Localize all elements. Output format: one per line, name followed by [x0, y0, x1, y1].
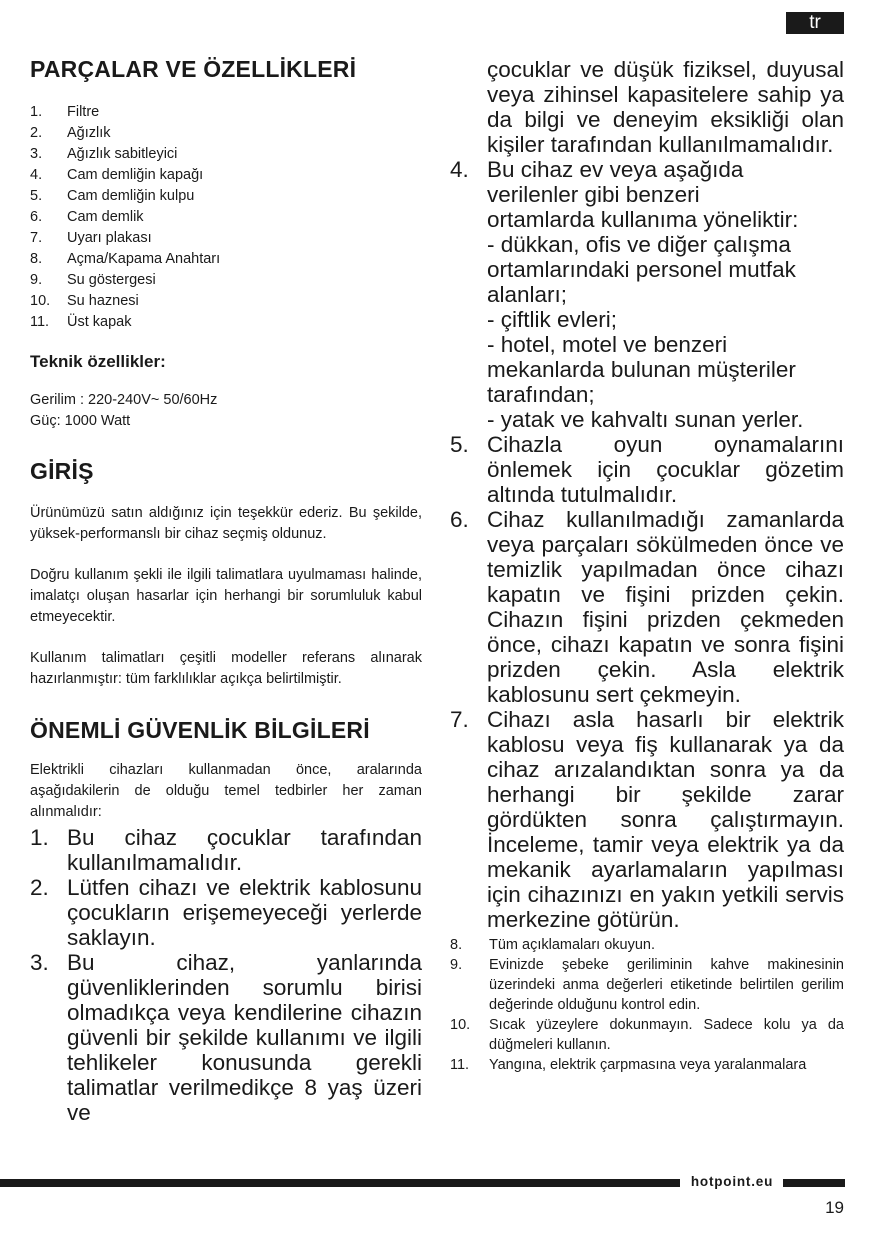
- list-item: [30, 291, 422, 312]
- list-line: tarafından;: [487, 382, 595, 407]
- list-text: Cihaz kullanılmadığı zamanlarda veya parçaları sökülmeden önce ve temizlik yapılmadan önce cihazı kapatın ve fişini prizden çekin. Cihazın fişini prizden çekmeden önce, cihazı kapatın ve sonra fişini prizden çekin. Asla elektrik kablosunu sert çekmeyin.: [487, 507, 844, 707]
- list-number: 3.: [30, 950, 49, 975]
- list-item: [30, 144, 422, 165]
- left-column: [30, 55, 422, 1125]
- list-number: 5.: [450, 432, 469, 457]
- list-number: 5.: [30, 188, 43, 204]
- list-number: 8.: [450, 937, 463, 953]
- page-number: 19: [825, 1198, 844, 1217]
- list-text: Ağızlık sabitleyici: [67, 146, 178, 162]
- list-text: Su göstergesi: [67, 272, 156, 288]
- tech-voltage: Gerilim : 220-240V~ 50/60Hz: [30, 392, 218, 408]
- list-line: mekanlarda bulunan müşteriler: [487, 357, 796, 382]
- intro-paragraph: Doğru kullanım şekli ile ilgili talimatlara uyulmaması halinde, imalatçı oluşan hasarlar için herhangi bir sorumluluk kabul etmeyecektir.: [30, 567, 422, 625]
- list-item: [30, 249, 422, 270]
- list-text: Bu cihaz çocuklar tarafından kullanılmamalıdır.: [67, 825, 422, 875]
- list-item: [30, 207, 422, 228]
- list-item: [450, 1015, 844, 1055]
- tech-power: Güç: 1000 Watt: [30, 413, 131, 429]
- list-number: 11.: [450, 1057, 470, 1073]
- safety-section-title: ÖNEMLİ GÜVENLİK BİLGİLERİ: [30, 717, 370, 743]
- list-item: [450, 507, 844, 707]
- list-number: 6.: [450, 507, 469, 532]
- list-text: Su haznesi: [67, 293, 139, 309]
- list-text: Tüm açıklamaları okuyun.: [489, 937, 656, 953]
- list-item: [450, 57, 844, 157]
- list-item: [450, 1055, 844, 1075]
- list-line: - çiftlik evleri;: [487, 307, 618, 332]
- list-text: Cihazı asla hasarlı bir elektrik kablosu veya fiş kullanarak ya da cihaz arızalandıktan sonra ya da herhangi bir şekilde zarar gördükten sonra çalıştırmayın. İnceleme, tamir veya elektrik ya da mekanik ayarlamaların yapılması için cihazınızı en yakın yetkili servis merkezine götürün.: [487, 707, 844, 932]
- list-text: Yangına, elektrik çarpmasına veya yaralanmalara: [489, 1057, 807, 1073]
- list-item: [30, 123, 422, 144]
- list-item: [450, 432, 844, 507]
- list-item: [30, 228, 422, 249]
- list-number: 11.: [30, 314, 50, 330]
- list-text: [487, 157, 844, 432]
- list-number: 8.: [30, 251, 43, 267]
- list-line: ortamlarındaki personel mutfak: [487, 257, 796, 282]
- list-text: Cihazla oyun oynamalarını önlemek için çocuklar gözetim altında tutulmalıdır.: [487, 432, 844, 507]
- list-text: Uyarı plakası: [67, 230, 152, 246]
- list-text-continuation: çocuklar ve düşük fiziksel, duyusal veya zihinsel kapasitelere sahip ya da bilgi ve deneyim eksikliği olan kişiler tarafından kullanılmamalıdır.: [487, 57, 844, 157]
- list-number: 3.: [30, 146, 43, 162]
- list-number: 2.: [30, 875, 49, 900]
- list-text: Filtre: [67, 104, 100, 120]
- list-line: verilenler gibi benzeri: [487, 182, 700, 207]
- list-text: Evinizde şebeke geriliminin kahve makinesinin üzerindeki anma değerleri etiketinde belirtilen gerilim değerinde olduğunu kontrol edin.: [489, 957, 844, 1013]
- list-item: [450, 955, 844, 1015]
- intro-section-title: GİRİŞ: [30, 458, 94, 484]
- list-item: [30, 102, 422, 123]
- footer-rule-left: [0, 1179, 680, 1187]
- footer-brand-logo: hotpoint.eu: [690, 1174, 774, 1189]
- list-item: [30, 875, 422, 950]
- safety-intro: Elektrikli cihazları kullanmadan önce, aralarında aşağıdakilerin de olduğu temel tedbirler her zaman alınmalıdır:: [30, 762, 422, 820]
- parts-list: [30, 102, 422, 333]
- list-line: - yatak ve kahvaltı sunan yerler.: [487, 407, 804, 432]
- tech-specs-title: Teknik özellikler:: [30, 352, 166, 371]
- safety-list-small: [450, 935, 844, 1075]
- list-text: Lütfen cihazı ve elektrik kablosunu çocukların erişemeyeceği yerlerde saklayın.: [67, 875, 422, 950]
- list-number: 9.: [450, 957, 463, 973]
- list-item: [30, 270, 422, 291]
- language-tab: tr: [786, 12, 844, 34]
- list-item: [30, 825, 422, 875]
- list-number: 4.: [30, 167, 43, 183]
- list-number: 6.: [30, 209, 43, 225]
- right-column: [450, 55, 844, 1075]
- list-item: [30, 312, 422, 333]
- list-number: 7.: [450, 707, 469, 732]
- list-item: [30, 950, 422, 1125]
- list-number: 1.: [30, 825, 49, 850]
- list-item: [450, 707, 844, 932]
- list-number: 7.: [30, 230, 43, 246]
- list-text: Cam demliğin kapağı: [67, 167, 204, 183]
- list-number: 1.: [30, 104, 43, 120]
- safety-list-left: [30, 825, 422, 1125]
- list-number: 2.: [30, 125, 43, 141]
- list-text: Cam demlik: [67, 209, 144, 225]
- list-text: Sıcak yüzeylere dokunmayın. Sadece kolu ya da düğmeleri kullanın.: [489, 1017, 844, 1053]
- list-line: - dükkan, ofis ve diğer çalışma: [487, 232, 791, 257]
- list-text: Ağızlık: [67, 125, 111, 141]
- footer-rule-right: [783, 1179, 845, 1187]
- list-number: 4.: [450, 157, 469, 182]
- intro-paragraph: Ürünümüzü satın aldığınız için teşekkür ederiz. Bu şekilde, yüksek-performanslı bir cihaz seçmiş oldunuz.: [30, 505, 422, 542]
- list-item: [450, 935, 844, 955]
- list-number: 9.: [30, 272, 43, 288]
- list-line: - hotel, motel ve benzeri: [487, 332, 728, 357]
- intro-paragraph: Kullanım talimatları çeşitli modeller referans alınarak hazırlanmıştır: tüm farklılıklar açıkça belirtilmiştir.: [30, 650, 422, 687]
- safety-list-right: [450, 57, 844, 932]
- list-line: Bu cihaz ev veya aşağıda: [487, 157, 744, 182]
- list-text: Üst kapak: [67, 314, 132, 330]
- list-text: Açma/Kapama Anahtarı: [67, 251, 221, 267]
- list-line: ortamlarda kullanıma yöneliktir:: [487, 207, 799, 232]
- list-line: alanları;: [487, 282, 568, 307]
- list-number: 10.: [30, 293, 51, 309]
- list-number: 10.: [450, 1017, 471, 1033]
- list-text: Bu cihaz, yanlarında güvenliklerinden sorumlu birisi olmadıkça veya kendilerine cihazın güvenli bir şekilde kullanımı ve ilgili tehlikeler konusunda gerekli talimatlar verilmedikçe 8 yaş üzeri ve: [67, 950, 422, 1125]
- parts-section-title: PARÇALAR VE ÖZELLİKLERİ: [30, 56, 357, 82]
- list-text: Cam demliğin kulpu: [67, 188, 195, 204]
- list-item: [450, 157, 844, 432]
- list-item: [30, 165, 422, 186]
- list-item: [30, 186, 422, 207]
